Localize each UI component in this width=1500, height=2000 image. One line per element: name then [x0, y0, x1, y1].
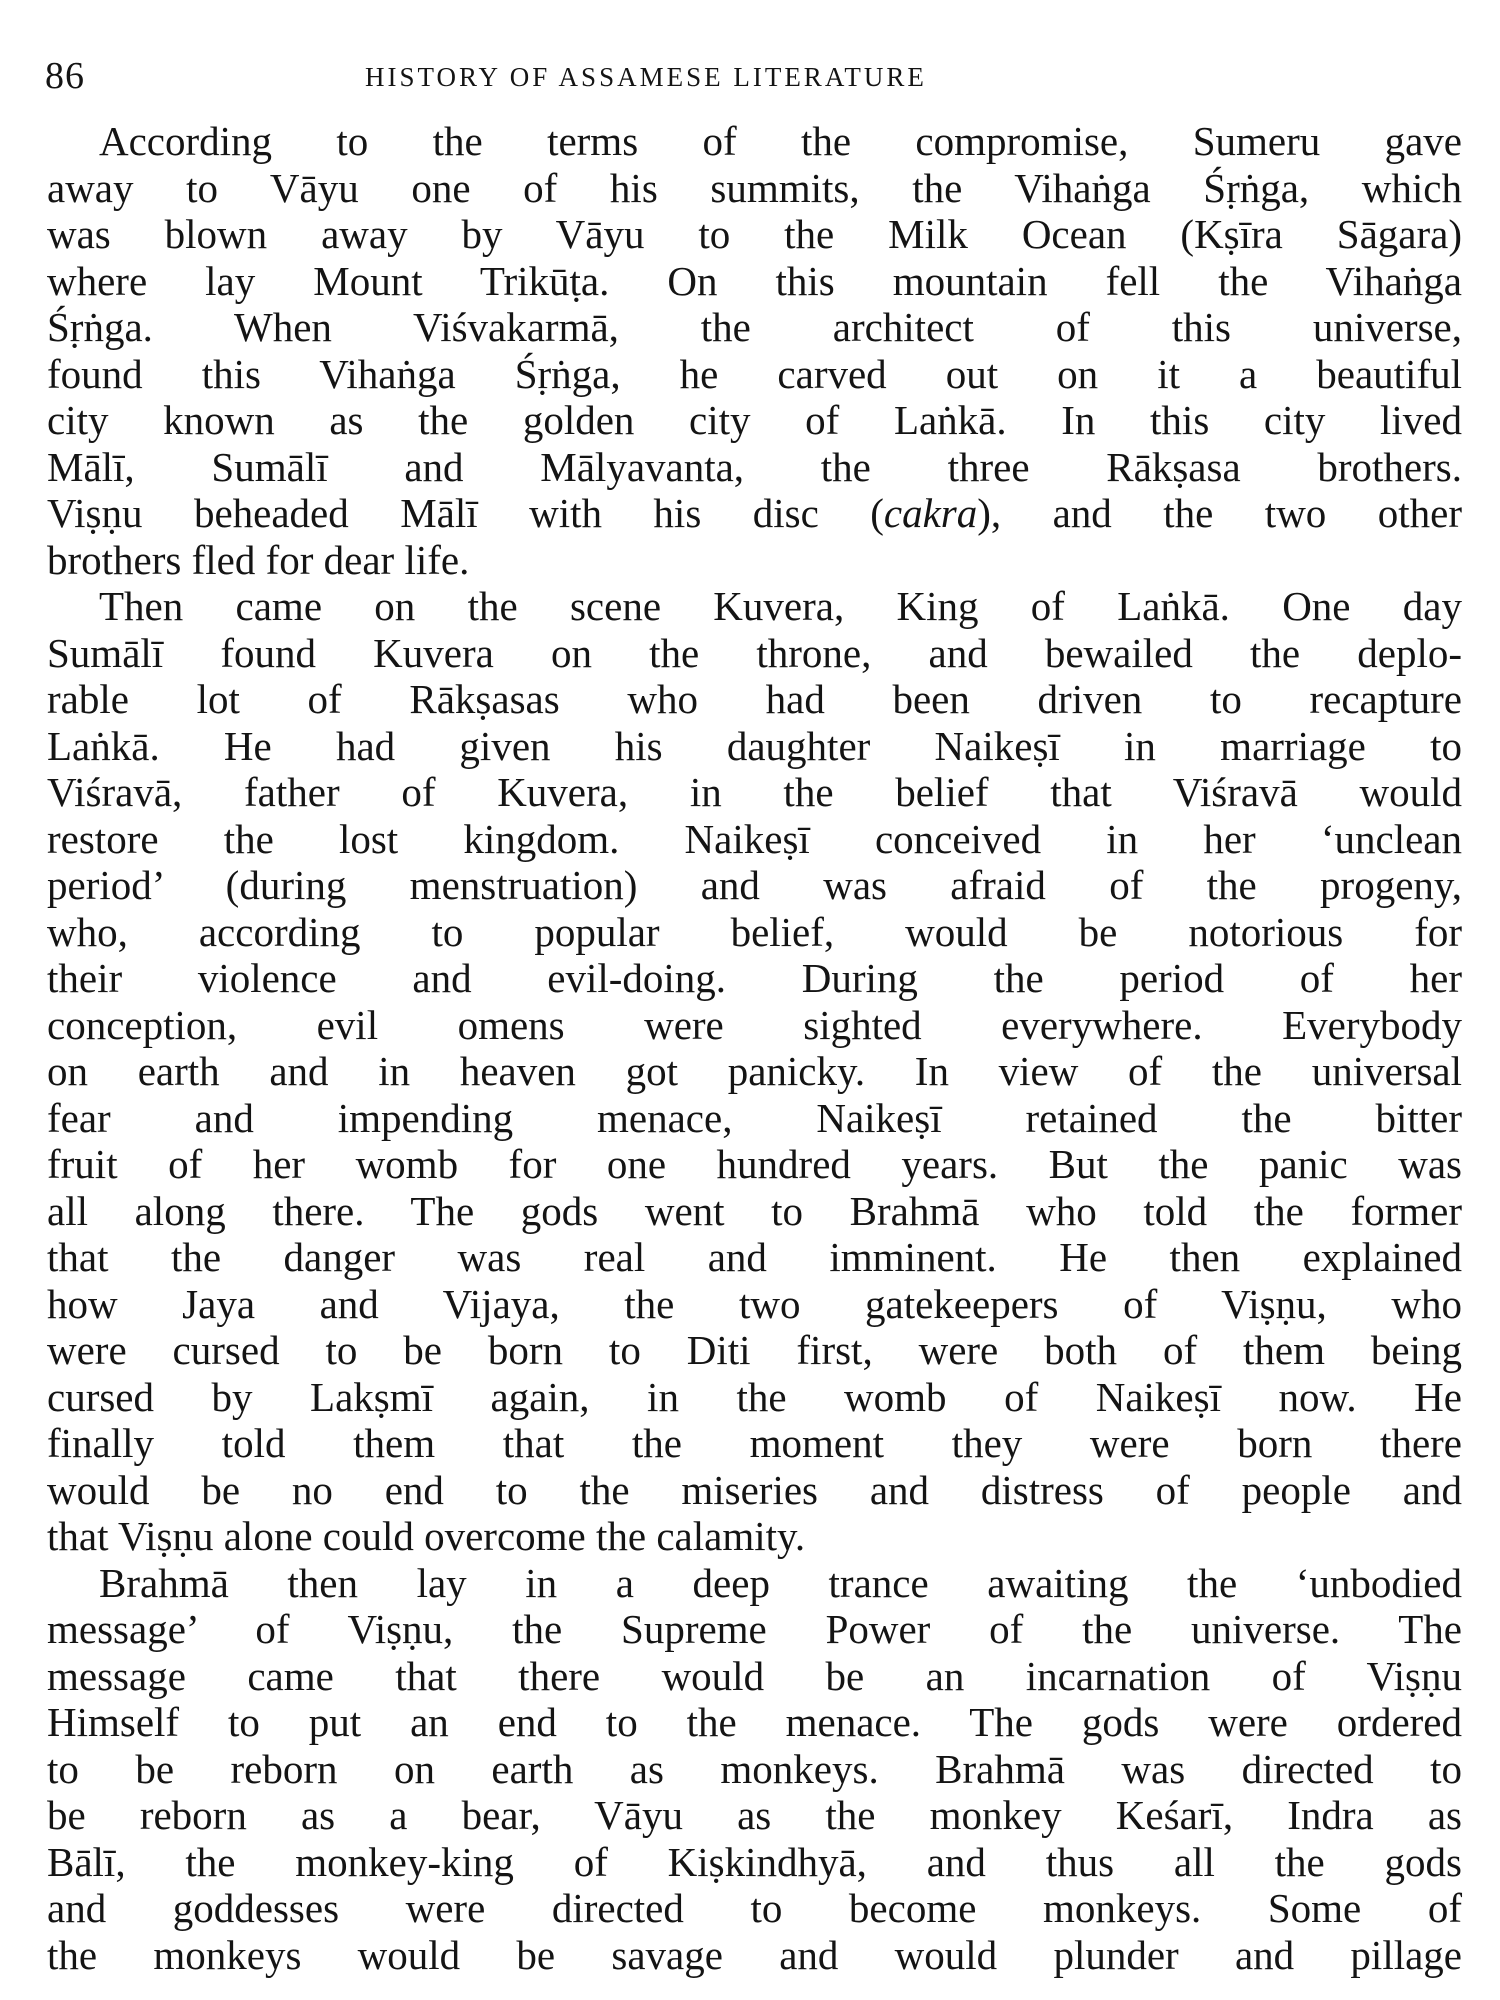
- paragraph-2: [47, 583, 1462, 1560]
- text-line: cursed by Lakṣmī again, in the womb of Naikeṣī now. He: [47, 1373, 1462, 1420]
- italic-term: cakra: [883, 490, 978, 536]
- paragraph-1: [47, 118, 1462, 583]
- text-line: conception, evil omens were sighted everywhere. Everybody: [47, 1001, 1462, 1048]
- text-line: finally told them that the moment they were born there: [47, 1420, 1462, 1466]
- text-line: Brahmā then lay in a deep trance awaiting the ‘unbodied: [99, 1559, 1462, 1606]
- text-line: fruit of her womb for one hundred years. But the panic was: [47, 1141, 1462, 1187]
- text-line: Viṣṇu beheaded Mālī with his disc (cakra), and the two other: [47, 490, 1463, 536]
- text-line: Śṛṅga. When Viśvakarmā, the architect of this universe,: [47, 304, 1462, 350]
- text-line: who, according to popular belief, would be notorious for: [47, 908, 1462, 955]
- text-line: Then came on the scene Kuvera, King of Laṅkā. One day: [99, 583, 1462, 629]
- text-line: that the danger was real and imminent. He then explained: [47, 1234, 1462, 1280]
- text-line: be reborn as a bear, Vāyu as the monkey Keśarī, Indra as: [47, 1792, 1462, 1838]
- text-line: Mālī, Sumālī and Mālyavanta, the three Rākṣasa brothers.: [47, 443, 1462, 490]
- text-line: their violence and evil-doing. During the period of her: [47, 955, 1462, 1001]
- text-line: message came that there would be an incarnation of Viṣṇu: [47, 1652, 1462, 1699]
- text-line: period’ (during menstruation) and was afraid of the progeny,: [47, 862, 1462, 908]
- text-line: fear and impending menace, Naikeṣī retained the bitter: [47, 1094, 1462, 1141]
- running-title: HISTORY OF ASSAMESE LITERATURE: [365, 62, 927, 92]
- text-line: Laṅkā. He had given his daughter Naikeṣī in marriage to: [47, 722, 1462, 769]
- text-line: Bālī, the monkey-king of Kiṣkindhyā, and thus all the gods: [47, 1838, 1462, 1885]
- text-line: Viśravā, father of Kuvera, in the belief that Viśravā would: [47, 769, 1462, 815]
- text-line: the monkeys would be savage and would plunder and pillage: [47, 1931, 1462, 1978]
- paragraph-3: [47, 1560, 1462, 1979]
- text-line: was blown away by Vāyu to the Milk Ocean (Kṣīra Sāgara): [47, 211, 1462, 257]
- text-line: restore the lost kingdom. Naikeṣī conceived in her ‘unclean: [47, 815, 1462, 862]
- text-line: message’ of Viṣṇu, the Supreme Power of the universe. The: [47, 1606, 1462, 1652]
- text-line: city known as the golden city of Laṅkā. In this city lived: [47, 397, 1462, 443]
- text-line: Himself to put an end to the menace. The gods were ordered: [47, 1699, 1462, 1745]
- page-header: [45, 50, 1465, 100]
- text-line: According to the terms of the compromise, Sumeru gave: [99, 118, 1462, 164]
- body-text: [47, 118, 1462, 1978]
- text-line: all along there. The gods went to Brahmā who told the former: [47, 1187, 1462, 1234]
- text-line: to be reborn on earth as monkeys. Brahmā was directed to: [47, 1745, 1462, 1792]
- text-line: rable lot of Rākṣasas who had been driven to recapture: [47, 676, 1462, 722]
- text-line: on earth and in heaven got panicky. In view of the universal: [47, 1048, 1462, 1094]
- page-number: 86: [45, 55, 85, 97]
- text-line: that Viṣṇu alone could overcome the calamity.: [47, 1513, 806, 1559]
- text-line: away to Vāyu one of his summits, the Vihaṅga Śṛṅga, which: [47, 164, 1462, 211]
- text-line: and goddesses were directed to become monkeys. Some of: [47, 1885, 1462, 1931]
- text-line: brothers fled for dear life.: [47, 536, 470, 583]
- text-line: found this Vihaṅga Śṛṅga, he carved out on it a beautiful: [47, 350, 1462, 397]
- text-line: Sumālī found Kuvera on the throne, and bewailed the deplo-: [47, 629, 1462, 676]
- text-line: would be no end to the miseries and distress of people and: [47, 1466, 1462, 1513]
- text-line: how Jaya and Vijaya, the two gatekeepers of Viṣṇu, who: [47, 1280, 1462, 1327]
- text-line: where lay Mount Trikūṭa. On this mountain fell the Vihaṅga: [47, 257, 1462, 304]
- text-line: were cursed to be born to Diti first, were both of them being: [47, 1327, 1462, 1373]
